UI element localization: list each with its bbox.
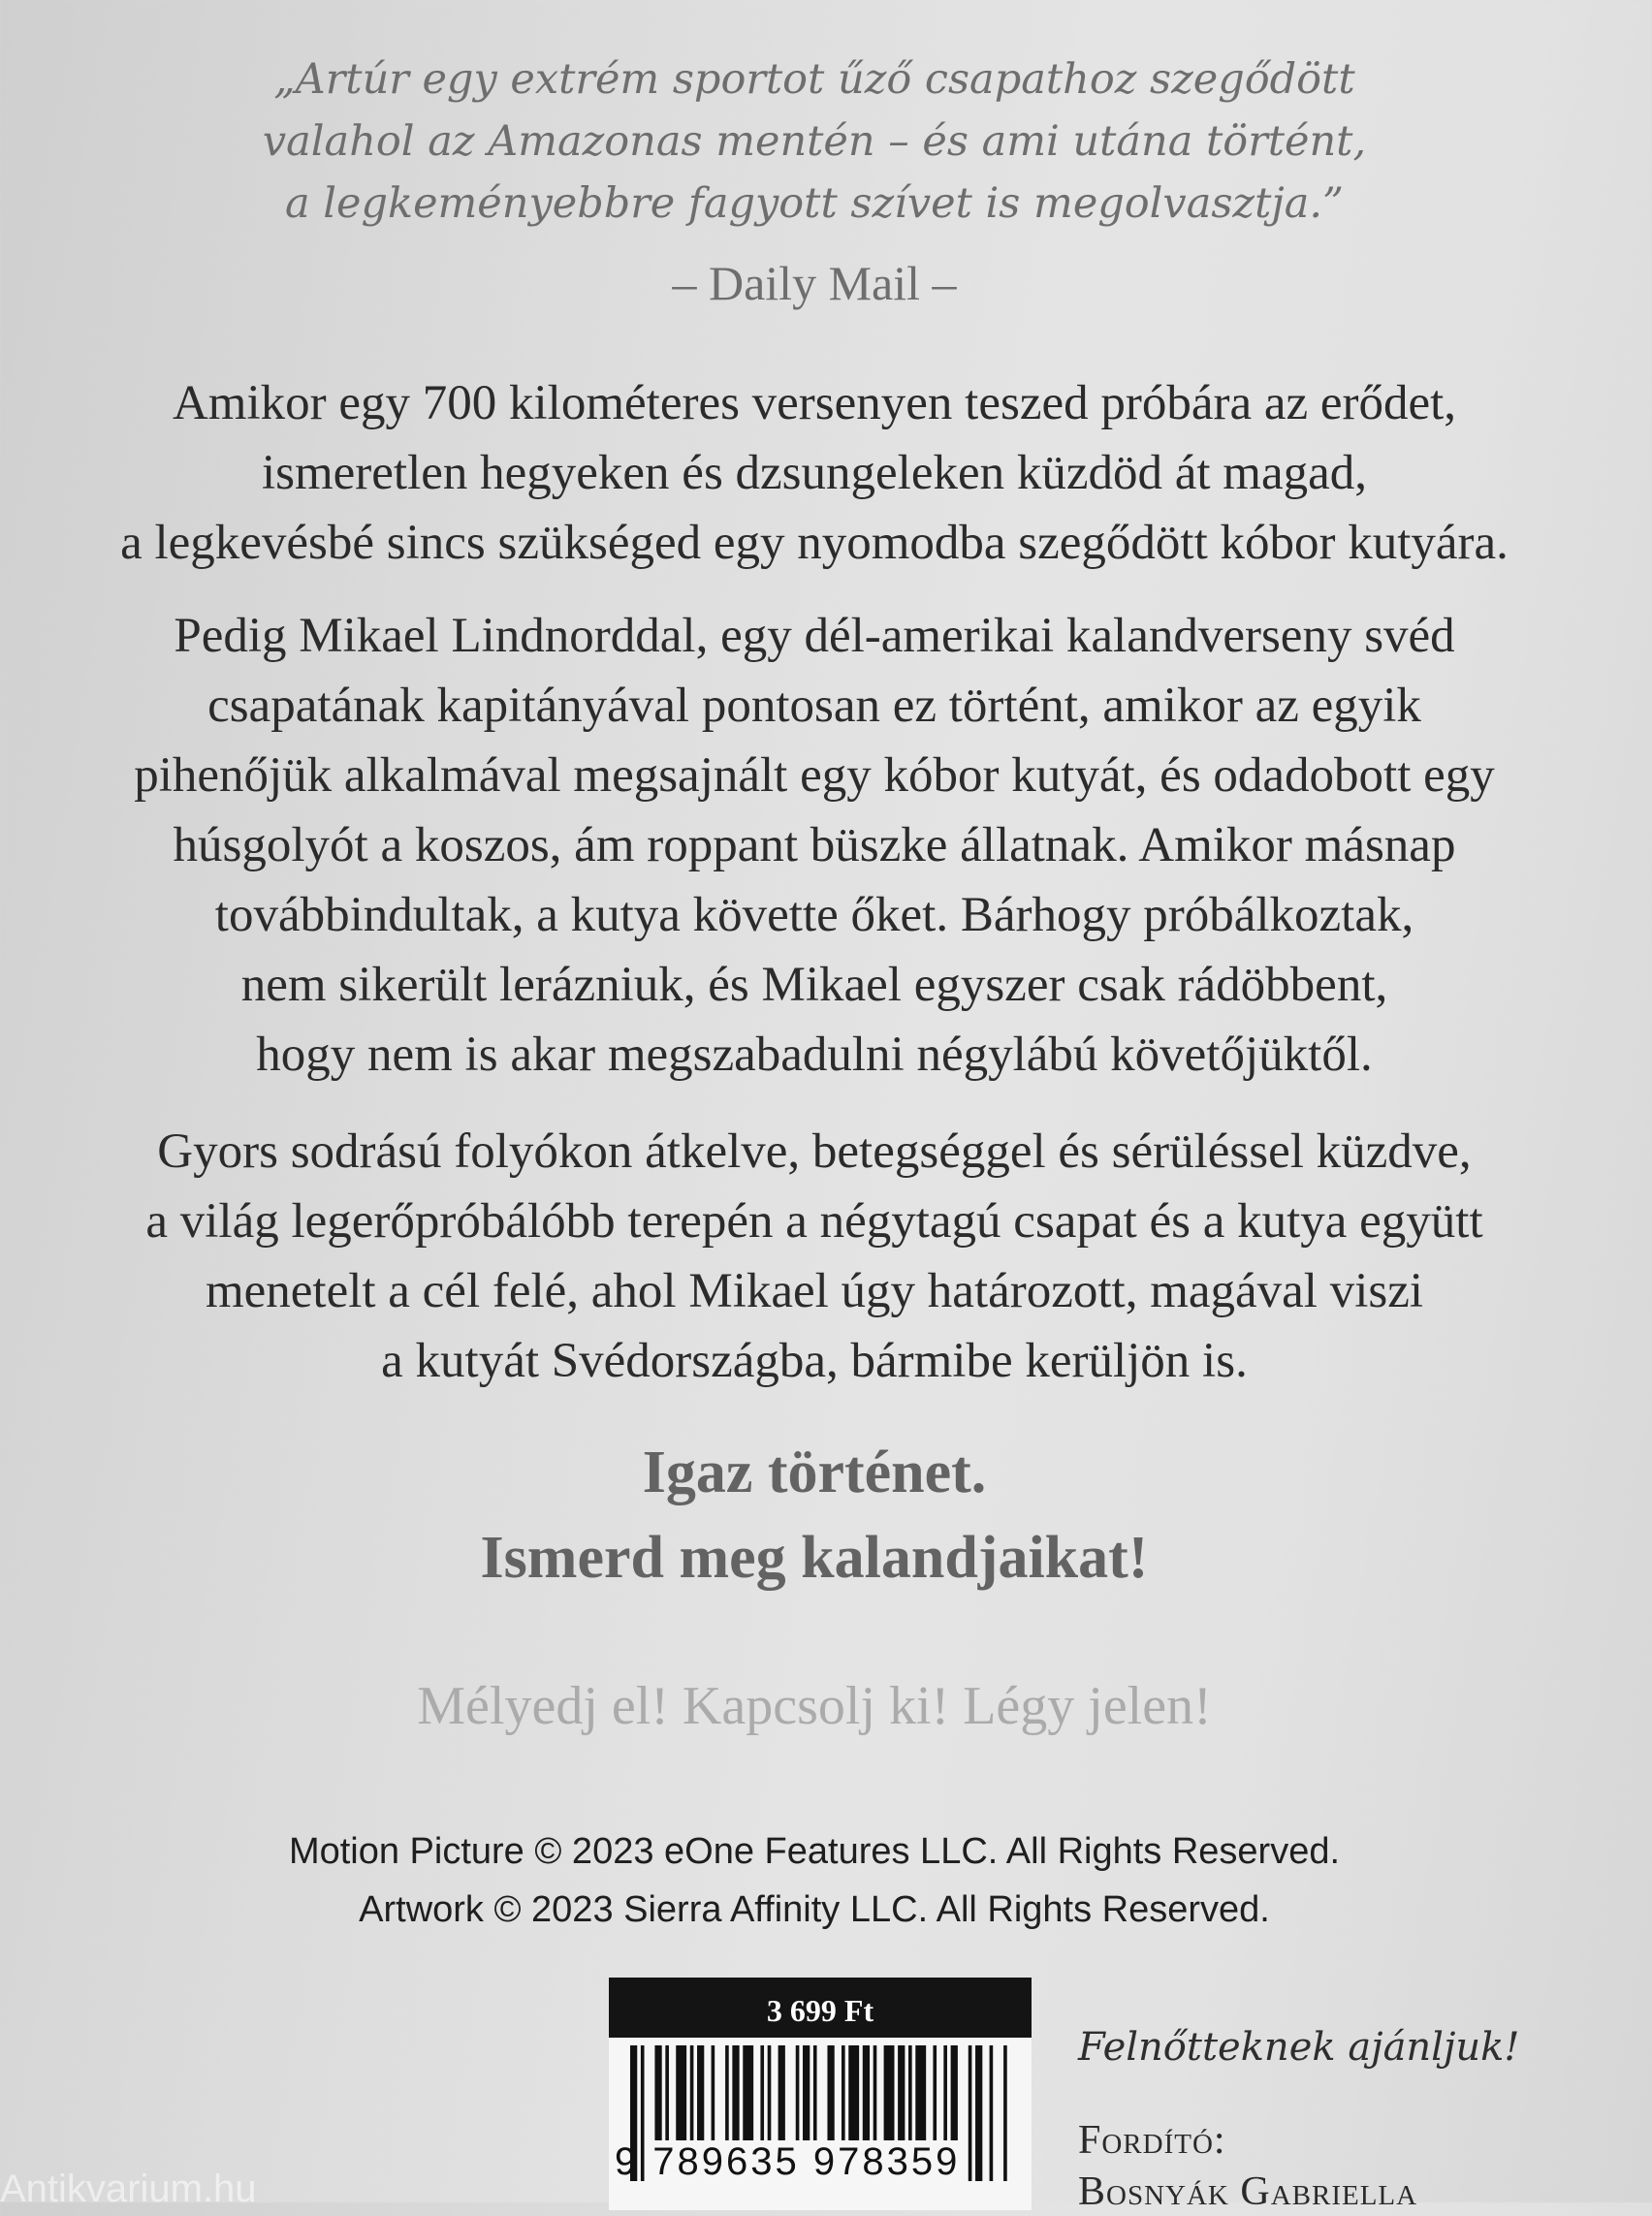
translator-label: Fordító: <box>1078 2118 1226 2163</box>
copyright-line-2: Artwork © 2023 Sierra Affinity LLC. All Rights Reserved. <box>359 1889 1270 1930</box>
isbn-number <box>615 2140 1032 2184</box>
blurb-line: a kutyát Svédországba, bármibe kerüljön is. <box>381 1334 1248 1388</box>
blurb-line: Pedig Mikael Lindnorddal, egy dél-amerikai kalandverseny svéd <box>174 609 1455 663</box>
tagline <box>0 1430 1629 1600</box>
blurb-line: húsgolyót a koszos, ám roppant büszke állatnak. Amikor másnap <box>173 818 1456 872</box>
quote-source: – Daily Mail – <box>672 256 957 310</box>
blurb-line: ismeretlen hegyeken és dzsungeleken küzdöd át magad, <box>261 446 1367 500</box>
quote-line: a legkeményebbre fagyott szívet is megolvasztja.” <box>285 179 1344 228</box>
blurb-line: csapatának kapitányával pontosan ez történt, amikor az egyik <box>207 679 1421 733</box>
blurb-line: a világ legerőpróbálóbb terepén a négytagú csapat és a kutya együtt <box>145 1194 1483 1249</box>
quote-line: „Artúr egy extrém sportot űző csapathoz szegődött <box>273 55 1355 104</box>
blurb-line: pihenőjük alkalmával megsajnált egy kóbor kutyát, és odadobott egy <box>134 748 1495 803</box>
translator-name: Bosnyák Gabriella <box>1078 2169 1418 2214</box>
blurb-line: hogy nem is akar megszabadulni négylábú követőjüktől. <box>256 1028 1373 1082</box>
blurb-paragraph-1 <box>58 368 1571 578</box>
tagline-line-1: Igaz történet. <box>642 1440 987 1505</box>
review-quote <box>0 48 1629 235</box>
quote-line: valahol az Amazonas mentén – és ami utána történt, <box>262 117 1367 166</box>
blurb-paragraph-3 <box>58 1117 1571 1396</box>
watermark: Antikvarium.hu <box>0 2168 257 2210</box>
isbn-first-digit: 9 <box>615 2140 640 2183</box>
blurb-line: a legkevésbé sincs szükséged egy nyomodba szegődött kóbor kutyára. <box>120 516 1509 570</box>
blurb-line: Amikor egy 700 kilométeres versenyen teszed próbára az erődet, <box>172 376 1457 430</box>
tagline-line-2: Ismerd meg kalandjaikat! <box>480 1525 1149 1591</box>
blurb-paragraph-2 <box>58 601 1571 1090</box>
blurb-line: menetelt a cél felé, ahol Mikael úgy határozott, magával viszi <box>205 1264 1424 1318</box>
price-tag: 3 699 Ft <box>609 1978 1032 2038</box>
copyright-line-1: Motion Picture © 2023 eOne Features LLC. All Rights Reserved. <box>288 1831 1341 1872</box>
blurb-line: Gyors sodrású folyókon átkelve, betegséggel és sérüléssel küzdve, <box>157 1124 1472 1179</box>
isbn-digits: 789635 978359 <box>652 2140 961 2183</box>
blurb-line: nem sikerült lerázniuk, és Mikael egyszer csak rádöbbent, <box>240 958 1388 1012</box>
audience-note: Felnőtteknek ajánljuk! <box>1078 2025 1520 2070</box>
barcode-label <box>609 1978 1032 2210</box>
series-motto: Mélyedj el! Kapcsolj ki! Légy jelen! <box>417 1676 1212 1736</box>
copyright-notice <box>0 1822 1629 1939</box>
blurb-line: továbbindultak, a kutya követte őket. Bárhogy próbálkoztak, <box>214 888 1414 942</box>
